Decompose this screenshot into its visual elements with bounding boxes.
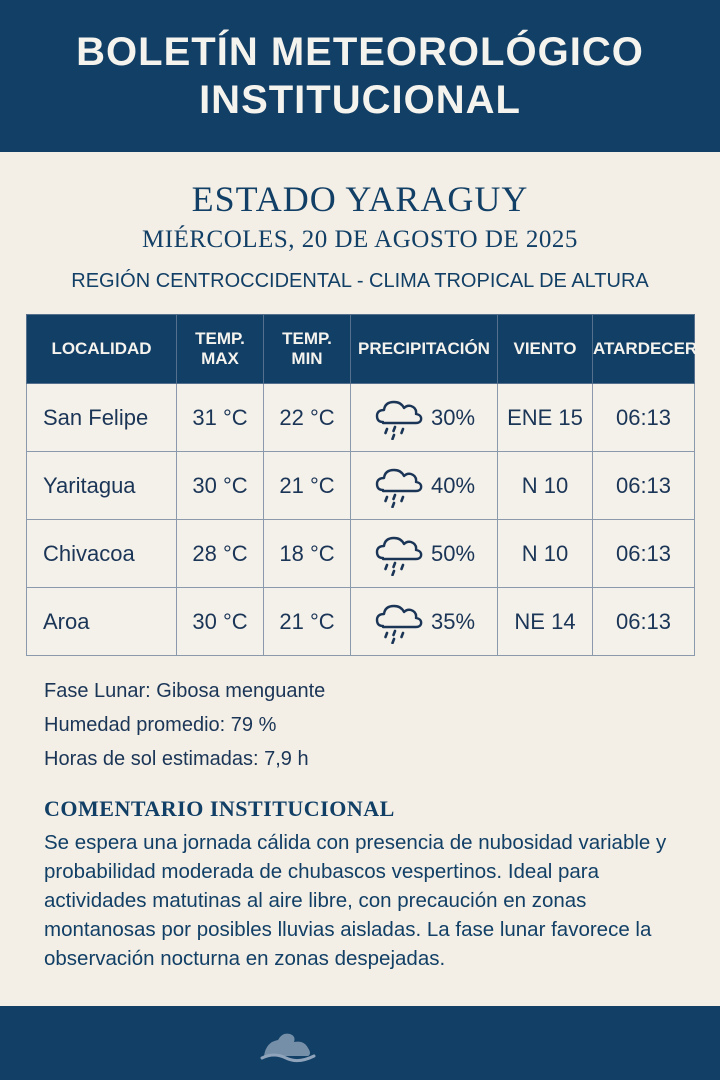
cell-tmax: 30 °C	[177, 588, 264, 656]
cell-tmin: 21 °C	[264, 588, 351, 656]
col-header-wind: VIENTO	[498, 315, 593, 384]
cell-tmin: 18 °C	[264, 520, 351, 588]
precip-value: 40%	[430, 472, 476, 498]
table-row	[27, 452, 695, 520]
precip-content	[351, 600, 497, 644]
cell-locality: Aroa	[27, 588, 177, 656]
col-header-tmax-line2: MAX	[201, 349, 239, 368]
cell-tmin: 21 °C	[264, 452, 351, 520]
rain-cloud-icon	[373, 532, 425, 576]
cell-precip	[351, 452, 498, 520]
footer-band	[0, 1006, 720, 1080]
cell-tmax: 28 °C	[177, 520, 264, 588]
rain-cloud-icon	[373, 600, 425, 644]
comment-body: Se espera una jornada cálida con presencia de nubosidad variable y probabilidad moderada de chubascos vespertinos. Ideal para actividades matutinas al aire libre, con precaución en zonas montanosas por posibles lluvias aisladas. La fase lunar favorece la observación nocturna en zonas despejadas.	[44, 831, 667, 970]
precip-content	[351, 532, 497, 576]
bulletin-date: MIÉRCOLES, 20 DE AGOSTO DE 2025	[142, 226, 578, 253]
cell-sunset: 06:13	[593, 452, 695, 520]
weather-notes	[44, 674, 325, 776]
cell-precip	[351, 588, 498, 656]
page-title-line2: INSTITUCIONAL	[199, 78, 521, 122]
forecast-table	[26, 314, 698, 656]
col-header-tmin	[264, 315, 351, 384]
precip-value: 50%	[430, 540, 476, 566]
state-title: ESTADO YARAGUY	[191, 179, 529, 219]
region-subtitle: REGIÓN CENTROCCIDENTAL - CLIMA TROPICAL DE ALTURA	[71, 270, 649, 292]
cell-locality: Chivacoa	[27, 520, 177, 588]
precip-content	[351, 464, 497, 508]
moon-phase: Fase Lunar: Gibosa menguante	[44, 680, 326, 702]
col-header-tmax-line1: TEMP.	[195, 329, 245, 348]
col-header-tmin-line1: TEMP.	[282, 329, 332, 348]
cell-wind: NE 14	[498, 588, 593, 656]
institution-logo-icon	[258, 1026, 318, 1066]
cell-locality: Yaritagua	[27, 452, 177, 520]
col-header-locality: LOCALIDAD	[27, 315, 177, 384]
header-banner	[0, 0, 720, 152]
page-title-line1: BOLETÍN METEOROLÓGICO	[76, 30, 644, 74]
cell-sunset: 06:13	[593, 588, 695, 656]
col-header-sunset: ATARDECER	[593, 315, 695, 384]
sun-hours: Horas de sol estimadas: 7,9 h	[44, 748, 309, 770]
precip-value: 35%	[430, 608, 476, 634]
cell-wind: ENE 15	[498, 384, 593, 452]
precip-value: 30%	[430, 404, 476, 430]
cell-wind: N 10	[498, 520, 593, 588]
cell-tmin: 22 °C	[264, 384, 351, 452]
table-row	[27, 588, 695, 656]
precip-content	[351, 396, 497, 440]
cell-precip	[351, 384, 498, 452]
cell-tmax: 31 °C	[177, 384, 264, 452]
cell-locality: San Felipe	[27, 384, 177, 452]
rain-cloud-icon	[373, 464, 425, 508]
table-header-row	[27, 315, 695, 384]
col-header-tmin-line2: MIN	[291, 349, 323, 368]
comment-title: COMENTARIO INSTITUCIONAL	[44, 796, 395, 821]
cell-sunset: 06:13	[593, 520, 695, 588]
col-header-precip: PRECIPITACIÓN	[351, 315, 498, 384]
col-header-tmax	[177, 315, 264, 384]
cell-wind: N 10	[498, 452, 593, 520]
cell-tmax: 30 °C	[177, 452, 264, 520]
average-humidity: Humedad promedio: 79 %	[44, 714, 277, 736]
cell-precip	[351, 520, 498, 588]
table-row	[27, 520, 695, 588]
rain-cloud-icon	[373, 396, 425, 440]
table-row	[27, 384, 695, 452]
cell-sunset: 06:13	[593, 384, 695, 452]
